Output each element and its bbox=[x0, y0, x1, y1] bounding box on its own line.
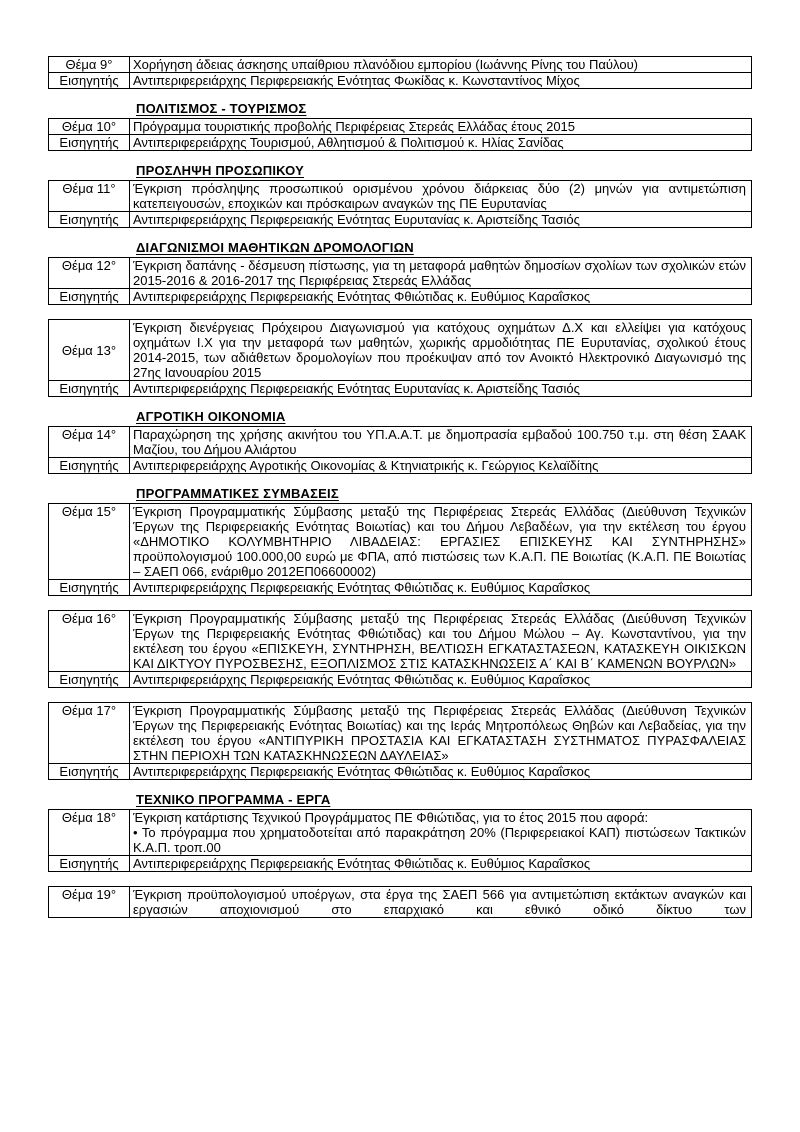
item-number: Θέμα 18° bbox=[49, 810, 130, 856]
rapporteur-label: Εισηγητής bbox=[49, 289, 130, 305]
item-description: Παραχώρηση της χρήσης ακινήτου του ΥΠ.Α.Α.Τ. με δημοπρασία εμβαδού 100.750 τ.μ. στη θέση ΣΑΑΚ Μαζίου, του Δήμου Αλιάρτου bbox=[130, 427, 752, 458]
item-bullet-text: • Το πρόγραμμα που χρηματοδοτείται από παρακράτηση 20% (Περιφερειακοί ΚΑΠ) πιστώσεων Τακτικών Κ.Α.Π. τροπ.00 bbox=[133, 825, 746, 855]
rapporteur-label: Εισηγητής bbox=[49, 381, 130, 397]
item-number: Θέμα 14° bbox=[49, 427, 130, 458]
item-description: Έγκριση προϋπολογισμού υποέργων, στα έργα της ΣΑΕΠ 566 για αντιμετώπιση εκτάκτων αναγκών και εργασιών αποχιονισμού στο επαρχιακό και εθνικό οδικό δίκτυο των bbox=[130, 887, 752, 918]
section-heading-staff-hiring: ΠΡΟΣΛΗΨΗ ΠΡΟΣΩΠΙΚΟΥ bbox=[136, 163, 304, 178]
rapporteur-name: Αντιπεριφερειάρχης Περιφερειακής Ενότητας Ευρυτανίας κ. Αριστείδης Τασιός bbox=[130, 381, 752, 397]
agenda-item-15 bbox=[48, 503, 752, 596]
item-description bbox=[130, 810, 752, 856]
item-description: Χορήγηση άδειας άσκησης υπαίθριου πλανόδιου εμπορίου (Ιωάννης Ρίνης του Παύλου) bbox=[130, 57, 752, 73]
rapporteur-name: Αντιπεριφερειάρχης Περιφερειακής Ενότητας Φθιώτιδας κ. Ευθύμιος Καραΐσκος bbox=[130, 289, 752, 305]
rapporteur-label: Εισηγητής bbox=[49, 580, 130, 596]
item-description: Έγκριση δαπάνης - δέσμευση πίστωσης, για τη μεταφορά μαθητών δημοσίων σχολίων των σχολικών ετών 2015-2016 & 2016-2017 της Περιφέρειας Στερεάς Ελλάδας bbox=[130, 258, 752, 289]
rapporteur-name: Αντιπεριφερειάρχης Περιφερειακής Ενότητας Φωκίδας κ. Κωνσταντίνος Μίχος bbox=[130, 73, 752, 89]
section-heading-technical-programme: ΤΕΧΝΙΚΟ ΠΡΟΓΡΑΜΜΑ - ΕΡΓΑ bbox=[136, 792, 331, 807]
agenda-item-18 bbox=[48, 809, 752, 872]
rapporteur-label: Εισηγητής bbox=[49, 135, 130, 151]
rapporteur-name: Αντιπεριφερειάρχης Περιφερειακής Ενότητας Φθιώτιδας κ. Ευθύμιος Καραΐσκος bbox=[130, 764, 752, 780]
item-number: Θέμα 10° bbox=[49, 119, 130, 135]
agenda-item-9 bbox=[48, 56, 752, 89]
agenda-item-12 bbox=[48, 257, 752, 305]
rapporteur-label: Εισηγητής bbox=[49, 672, 130, 688]
item-description: Έγκριση πρόσληψης προσωπικού ορισμένου χρόνου διάρκειας δύο (2) μηνών για αντιμετώπιση κατεπειγουσών, εποχικών και πρόσκαιρων αναγκών της ΠΕ Ευρυτανίας bbox=[130, 181, 752, 212]
item-number: Θέμα 15° bbox=[49, 504, 130, 580]
item-number: Θέμα 11° bbox=[49, 181, 130, 212]
agenda-item-14 bbox=[48, 426, 752, 474]
section-heading-culture-tourism: ΠΟΛΙΤΙΣΜΟΣ - ΤΟΥΡΙΣΜΟΣ bbox=[136, 101, 307, 116]
section-heading-agricultural-economy: ΑΓΡΟΤΙΚΗ ΟΙΚΟΝΟΜΙΑ bbox=[136, 409, 286, 424]
item-intro-text: Έγκριση κατάρτισης Τεχνικού Προγράμματος ΠΕ Φθιώτιδας, για το έτος 2015 που αφορά: bbox=[133, 810, 649, 825]
agenda-item-16 bbox=[48, 610, 752, 688]
rapporteur-name: Αντιπεριφερειάρχης Περιφερειακής Ενότητας Φθιώτιδας κ. Ευθύμιος Καραΐσκος bbox=[130, 672, 752, 688]
item-description: Πρόγραμμα τουριστικής προβολής Περιφέρειας Στερεάς Ελλάδας έτους 2015 bbox=[130, 119, 752, 135]
rapporteur-label: Εισηγητής bbox=[49, 856, 130, 872]
rapporteur-label: Εισηγητής bbox=[49, 73, 130, 89]
item-number: Θέμα 9° bbox=[49, 57, 130, 73]
rapporteur-name: Αντιπεριφερειάρχης Περιφερειακής Ενότητας Ευρυτανίας κ. Αριστείδης Τασιός bbox=[130, 212, 752, 228]
item-number: Θέμα 13° bbox=[49, 320, 130, 381]
agenda-item-19 bbox=[48, 886, 752, 918]
section-heading-programme-contracts: ΠΡΟΓΡΑΜΜΑΤΙΚΕΣ ΣΥΜΒΑΣΕΙΣ bbox=[136, 486, 339, 501]
agenda-item-17 bbox=[48, 702, 752, 780]
agenda-item-11 bbox=[48, 180, 752, 228]
rapporteur-label: Εισηγητής bbox=[49, 764, 130, 780]
item-description: Έγκριση Προγραμματικής Σύμβασης μεταξύ της Περιφέρειας Στερεάς Ελλάδας (Διεύθυνση Τεχνικών Έργων της Περιφερειακής Ενότητας Βοιωτίας) και του Δήμου Λεβαδέων, για την εκτέλεση του έργου «ΔΗΜΟΤΙΚΟ ΚΟΛΥΜΒΗΤΗΡΙΟ ΛΙΒΑΔΕΙΑΣ: ΕΡΓΑΣΙΕΣ ΕΠΙΣΚΕΥΗΣ ΚΑΙ ΣΥΝΤΗΡΗΣΗΣ» προϋπολογισμού 100.000,00 ευρώ με ΦΠΑ, από πιστώσεις των Κ.Α.Π. ΠΕ Βοιωτίας (Κ.Α.Π. ΠΕ Βοιωτίας – ΣΑΕΠ 066, ενάριθμο 2012ΕΠ06600002) bbox=[130, 504, 752, 580]
agenda-page bbox=[48, 56, 752, 918]
item-description: Έγκριση διενέργειας Πρόχειρου Διαγωνισμού για κατόχους οχημάτων Δ.Χ και ελλείψει για κατόχους οχημάτων Ι.Χ για την μεταφορά των μαθητών, χωρικής αρμοδιότητας ΠΕ Ευρυτανίας, σχολικού έτους 2014-2015, των αδιάθετων δρομολογίων που προέκυψαν από τον Ανοικτό Ηλεκτρονικό Διαγωνισμό της 27ης Ιανουαρίου 2015 bbox=[130, 320, 752, 381]
rapporteur-name: Αντιπεριφερειάρχης Περιφερειακής Ενότητας Φθιώτιδας κ. Ευθύμιος Καραΐσκος bbox=[130, 856, 752, 872]
item-number: Θέμα 17° bbox=[49, 703, 130, 764]
rapporteur-label: Εισηγητής bbox=[49, 212, 130, 228]
item-number: Θέμα 19° bbox=[49, 887, 130, 918]
item-description: Έγκριση Προγραμματικής Σύμβασης μεταξύ της Περιφέρειας Στερεάς Ελλάδας (Διεύθυνση Τεχνικών Έργων της Περιφερειακής Ενότητας Βοιωτίας) και της Ιεράς Μητροπόλεως Θηβών και Λεβαδείας, για την εκτέλεση του έργου «ΑΝΤΙΠΥΡΙΚΗ ΠΡΟΣΤΑΣΙΑ ΚΑΙ ΕΓΚΑΤΑΣΤΑΣΗ ΣΥΣΤΗΜΑΤΟΣ ΠΥΡΑΣΦΑΛΕΙΑΣ ΣΤΗΝ ΠΕΡΙΟΧΗ ΤΩΝ ΚΑΤΑΣΚΗΝΩΣΕΩΝ ΔΑΥΛΕΙΑΣ» bbox=[130, 703, 752, 764]
agenda-item-13 bbox=[48, 319, 752, 397]
section-heading-school-transport-tenders: ΔΙΑΓΩΝΙΣΜΟΙ ΜΑΘΗΤΙΚΩΝ ΔΡΟΜΟΛΟΓΙΩΝ bbox=[136, 240, 414, 255]
rapporteur-name: Αντιπεριφερειάρχης Τουρισμού, Αθλητισμού & Πολιτισμού κ. Ηλίας Σανίδας bbox=[130, 135, 752, 151]
item-number: Θέμα 12° bbox=[49, 258, 130, 289]
item-description: Έγκριση Προγραμματικής Σύμβασης μεταξύ της Περιφέρειας Στερεάς Ελλάδας (Διεύθυνση Τεχνικών Έργων της Περιφερειακής Ενότητας Φθιώτιδας) και του Δήμου Μώλου – Αγ. Κωνσταντίνου, για την εκτέλεση του έργου «ΕΠΙΣΚΕΥΗ, ΣΥΝΤΗΡΗΣΗ, ΒΕΛΤΙΩΣΗ ΕΓΚΑΤΑΣΤΑΣΕΩΝ, ΚΑΤΑΣΚΕΥΗ ΟΙΚΙΣΚΩΝ ΚΑΙ ΔΙΚΤΥΟΥ ΠΥΡΟΣΒΕΣΗΣ, ΕΞΟΠΛΙΣΜΟΣ ΣΤΙΣ ΚΑΤΑΣΚΗΝΩΣΕΙΣ Α΄ ΚΑΙ Β΄ ΚΑΜΕΝΩΝ ΒΟΥΡΛΩΝ» bbox=[130, 611, 752, 672]
rapporteur-name: Αντιπεριφερειάρχης Περιφερειακής Ενότητας Φθιώτιδας κ. Ευθύμιος Καραΐσκος bbox=[130, 580, 752, 596]
rapporteur-name: Αντιπεριφερειάρχης Αγροτικής Οικονομίας & Κτηνιατρικής κ. Γεώργιος Κελαϊδίτης bbox=[130, 458, 752, 474]
item-number: Θέμα 16° bbox=[49, 611, 130, 672]
agenda-item-10 bbox=[48, 118, 752, 151]
rapporteur-label: Εισηγητής bbox=[49, 458, 130, 474]
